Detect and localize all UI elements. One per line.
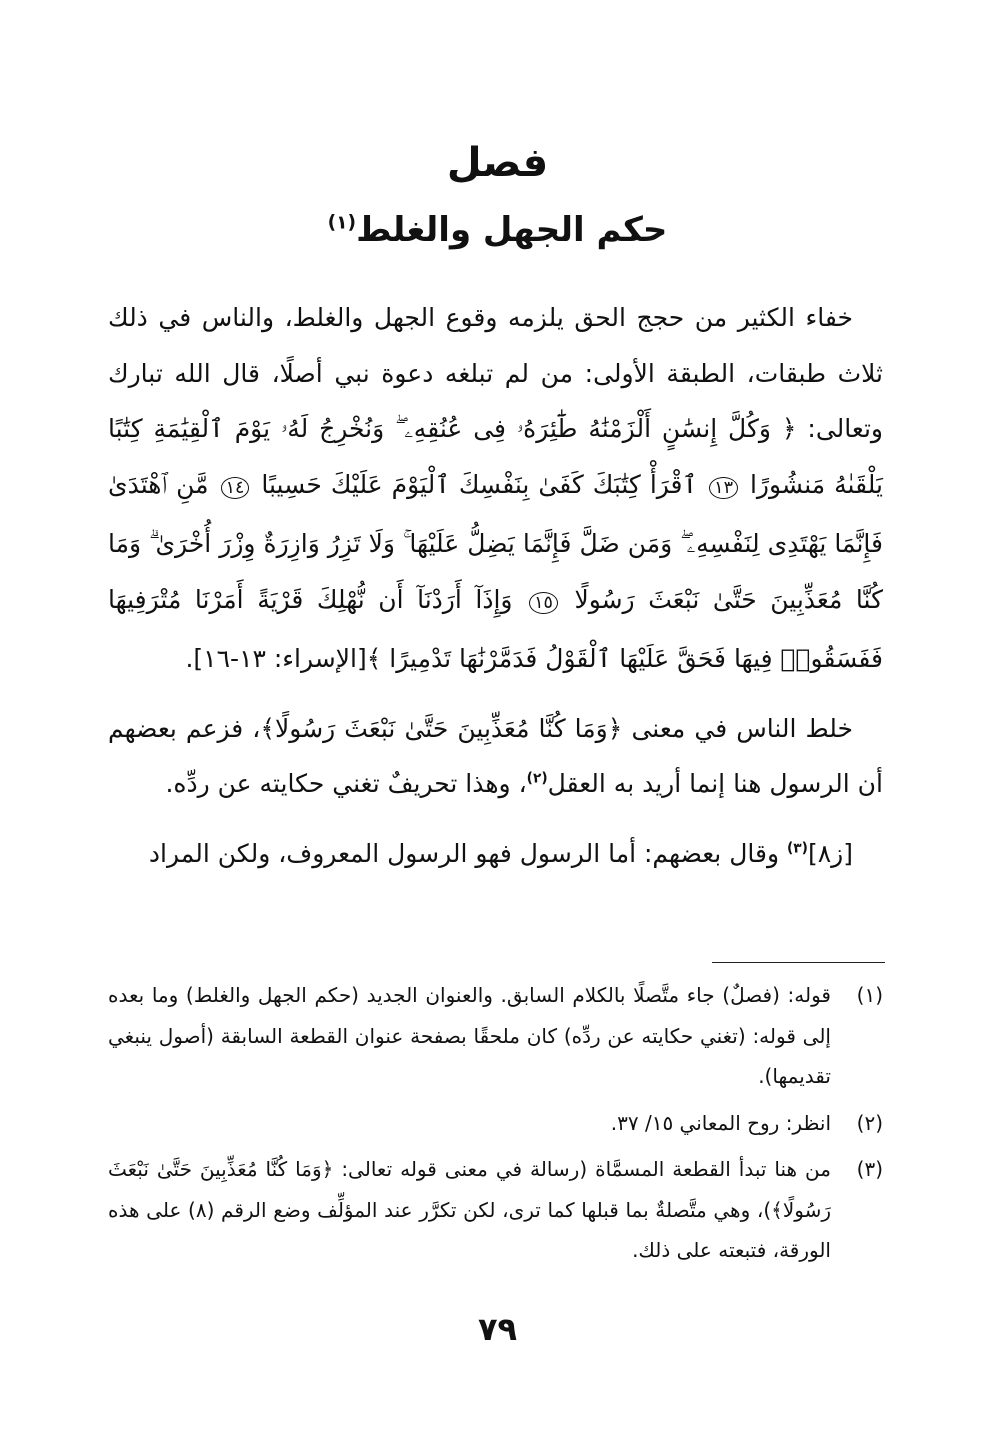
quran-quote-part-d: وَإِذَآ أَرَدْنَآ أَن نُّهْلِكَ قَرْيَةً أَمَرْنَا مُتْرَفِيهَا فَفَسَقُوا۟ فِيهَا فَحَقَّ عَلَيْهَا ٱلْقَوْلُ فَدَمَّرْنَٰهَا تَدْمِيرًا ﴾ [108, 584, 883, 673]
verse-number-13: ١٣ [709, 477, 738, 499]
footnote-ref-3[interactable]: (٣) [786, 840, 808, 857]
verse-number-15: ١٥ [529, 592, 558, 614]
quran-quote-part-a: ﴿ وَكُلَّ إِنسَٰنٍ أَلْزَمْنَٰهُ طَٰٓئِرَهُۥ فِى عُنُقِهِۦ ۖ وَنُخْرِجُ لَهُۥ يَوْمَ ٱلْقِيَٰمَةِ كِتَٰبًا يَلْقَىٰهُ مَنشُورًا [108, 414, 883, 499]
main-text [108, 290, 883, 895]
footnote-item [108, 1103, 883, 1144]
footnote-text: من هنا تبدأ القطعة المسمَّاة (رسالة في معنى قوله تعالى: ﴿وَمَا كُنَّا مُعَذِّبِينَ حَتَّىٰ نَبْعَثَ رَسُولًا﴾)، وهي متَّصلةٌ بما قبلها كما ترى، لكن تكرَّر عند المؤلِّف وضع الرقم (٨) على هذه الورقة، فتبعته على ذلك. [108, 1157, 832, 1262]
paragraph-3-text: وقال بعضهم: أما الرسول فهو الرسول المعروف، ولكن المراد [148, 838, 787, 868]
footnote-marker: (٣) [856, 1157, 883, 1181]
footnote-divider [712, 962, 885, 963]
subtitle-text: حكم الجهل والغلط [356, 210, 668, 250]
paragraph-2-b: ، فزعم بعضهم أن الرسول هنا إنما أريد به العقل [108, 713, 883, 798]
footnote-text: انظر: روح المعاني ١٥/ ٣٧. [610, 1110, 831, 1135]
footnote-item [108, 975, 883, 1097]
paragraph-1-intro: خفاء الكثير من حجج الحق يلزمه وقوع الجهل والغلط، والناس في ذلك ثلاث طبقات، الطبقة الأولى: من لم تبلغه دعوة نبي أصلًا، قال الله تبارك وتعالى: [108, 303, 883, 443]
quran-citation: [الإسراء: ١٣-١٦]. [185, 644, 367, 673]
manuscript-marker: [ز٨] [807, 838, 853, 868]
paragraph-2 [108, 701, 883, 812]
footnote-marker: (٢) [856, 1110, 883, 1135]
quran-quote-part-c: مَّنِ ٱهْتَدَىٰ فَإِنَّمَا يَهْتَدِى لِنَفْسِهِۦ ۖ وَمَن ضَلَّ فَإِنَّمَا يَضِلُّ عَلَيْهَا ۚ وَلَا تَزِرُ وَازِرَةٌ وِزْرَ أُخْرَىٰ ۗ وَمَا كُنَّا مُعَذِّبِينَ حَتَّىٰ نَبْعَثَ رَسُولًا [108, 469, 883, 614]
section-subtitle [0, 210, 995, 250]
verse-number-14: ١٤ [221, 477, 250, 499]
footnote-marker: (١) [856, 983, 883, 1007]
footnote-item [108, 1149, 883, 1271]
quran-quote-part-b: ٱقْرَأْ كِتَٰبَكَ كَفَىٰ بِنَفْسِكَ ٱلْيَوْمَ عَلَيْكَ حَسِيبًا [261, 469, 698, 499]
footnote-ref-1[interactable]: (١) [327, 212, 357, 234]
section-title: فصل [446, 140, 549, 186]
paragraph-1 [108, 290, 883, 687]
paragraph-3 [108, 826, 883, 882]
page-number: ٧٩ [477, 1310, 518, 1348]
footnote-text: قوله: (فصلٌ) جاء متَّصلًا بالكلام السابق. والعنوان الجديد (حكم الجهل والغلط) وما بعده إلى قوله: (تغني حكايته عن ردِّه) كان ملحقًا بصفحة عنوان القطعة السابقة (أصول ينبغي تقديمها). [108, 983, 831, 1088]
footnote-ref-2[interactable]: (٢) [526, 770, 548, 787]
paragraph-2-c: ، وهذا تحريفٌ تغني حكايته عن ردِّه. [165, 769, 527, 798]
footnotes [108, 975, 883, 1277]
paragraph-2-a: خلط الناس في معنى [622, 713, 853, 743]
paragraph-2-quote: ﴿وَمَا كُنَّا مُعَذِّبِينَ حَتَّىٰ نَبْعَثَ رَسُولًا﴾ [260, 713, 623, 743]
